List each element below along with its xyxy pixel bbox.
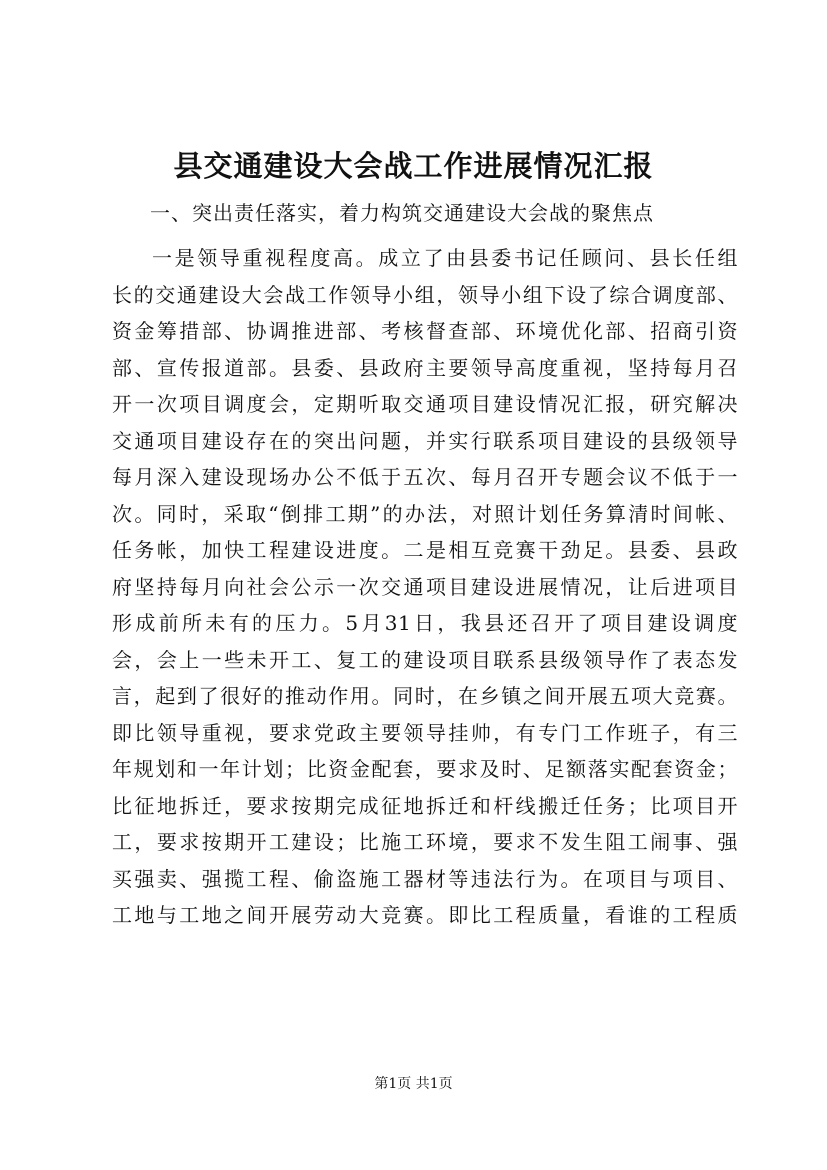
text-line: 言，起到了很好的推动作用。同时，在乡镇之间开展五项大竞赛。 bbox=[112, 684, 738, 708]
text-line: 任务帐，加快工程建设进度。二是相互竞赛干劲足。县委、县政 bbox=[112, 538, 738, 562]
text-line: 一是领导重视程度高。成立了由县委书记任顾问、县长任组 bbox=[152, 246, 738, 270]
text-line: 会，会上一些未开工、复工的建设项目联系县级领导作了表态发 bbox=[112, 647, 738, 672]
text-line: 开一次项目调度会，定期听取交通项目建设情况汇报，研究解决 bbox=[112, 392, 738, 416]
text-line: 长的交通建设大会战工作领导小组，领导小组下设了综合调度部、 bbox=[112, 282, 738, 307]
text-line: 即比领导重视，要求党政主要领导挂帅，有专门工作班子，有三 bbox=[112, 720, 738, 745]
text-line: 形成前所未有的压力。5月31日，我县还召开了项目建设调度 bbox=[112, 611, 738, 635]
text-line: 资金筹措部、协调推进部、考核督查部、环境优化部、招商引资 bbox=[112, 319, 738, 343]
document-title: 县交通建设大会战工作进展情况汇报 bbox=[173, 149, 654, 183]
text-line: 工，要求按期开工建设；比施工环境，要求不发生阻工闹事、强 bbox=[112, 830, 738, 854]
text-line: 交通项目建设存在的突出问题，并实行联系项目建设的县级领导 bbox=[112, 428, 738, 453]
page-footer: 第1页 共1页 bbox=[374, 1076, 453, 1092]
text-line: 买强卖、强揽工程、偷盗施工器材等违法行为。在项目与项目、 bbox=[112, 866, 738, 891]
text-line: 工地与工地之间开展劳动大竞赛。即比工程质量，看谁的工程质 bbox=[112, 903, 738, 927]
text-line: 每月深入建设现场办公不低于五次、每月召开专题会议不低于一 bbox=[112, 465, 738, 489]
text-line: 部、宣传报道部。县委、县政府主要领导高度重视，坚持每月召 bbox=[112, 355, 738, 380]
body-text bbox=[112, 240, 738, 934]
text-line: 年规划和一年计划；比资金配套，要求及时、足额落实配套资金； bbox=[112, 757, 738, 781]
text-line: 府坚持每月向社会公示一次交通项目建设进展情况，让后进项目 bbox=[112, 574, 738, 599]
text-line: 比征地拆迁，要求按期完成征地拆迁和杆线搬迁任务；比项目开 bbox=[112, 793, 738, 818]
section-heading: 一、突出责任落实，着力构筑交通建设大会战的聚焦点 bbox=[150, 201, 654, 225]
text-line: 次。同时，采取“倒排工期”的办法，对照计划任务算清时间帐、 bbox=[112, 501, 738, 526]
